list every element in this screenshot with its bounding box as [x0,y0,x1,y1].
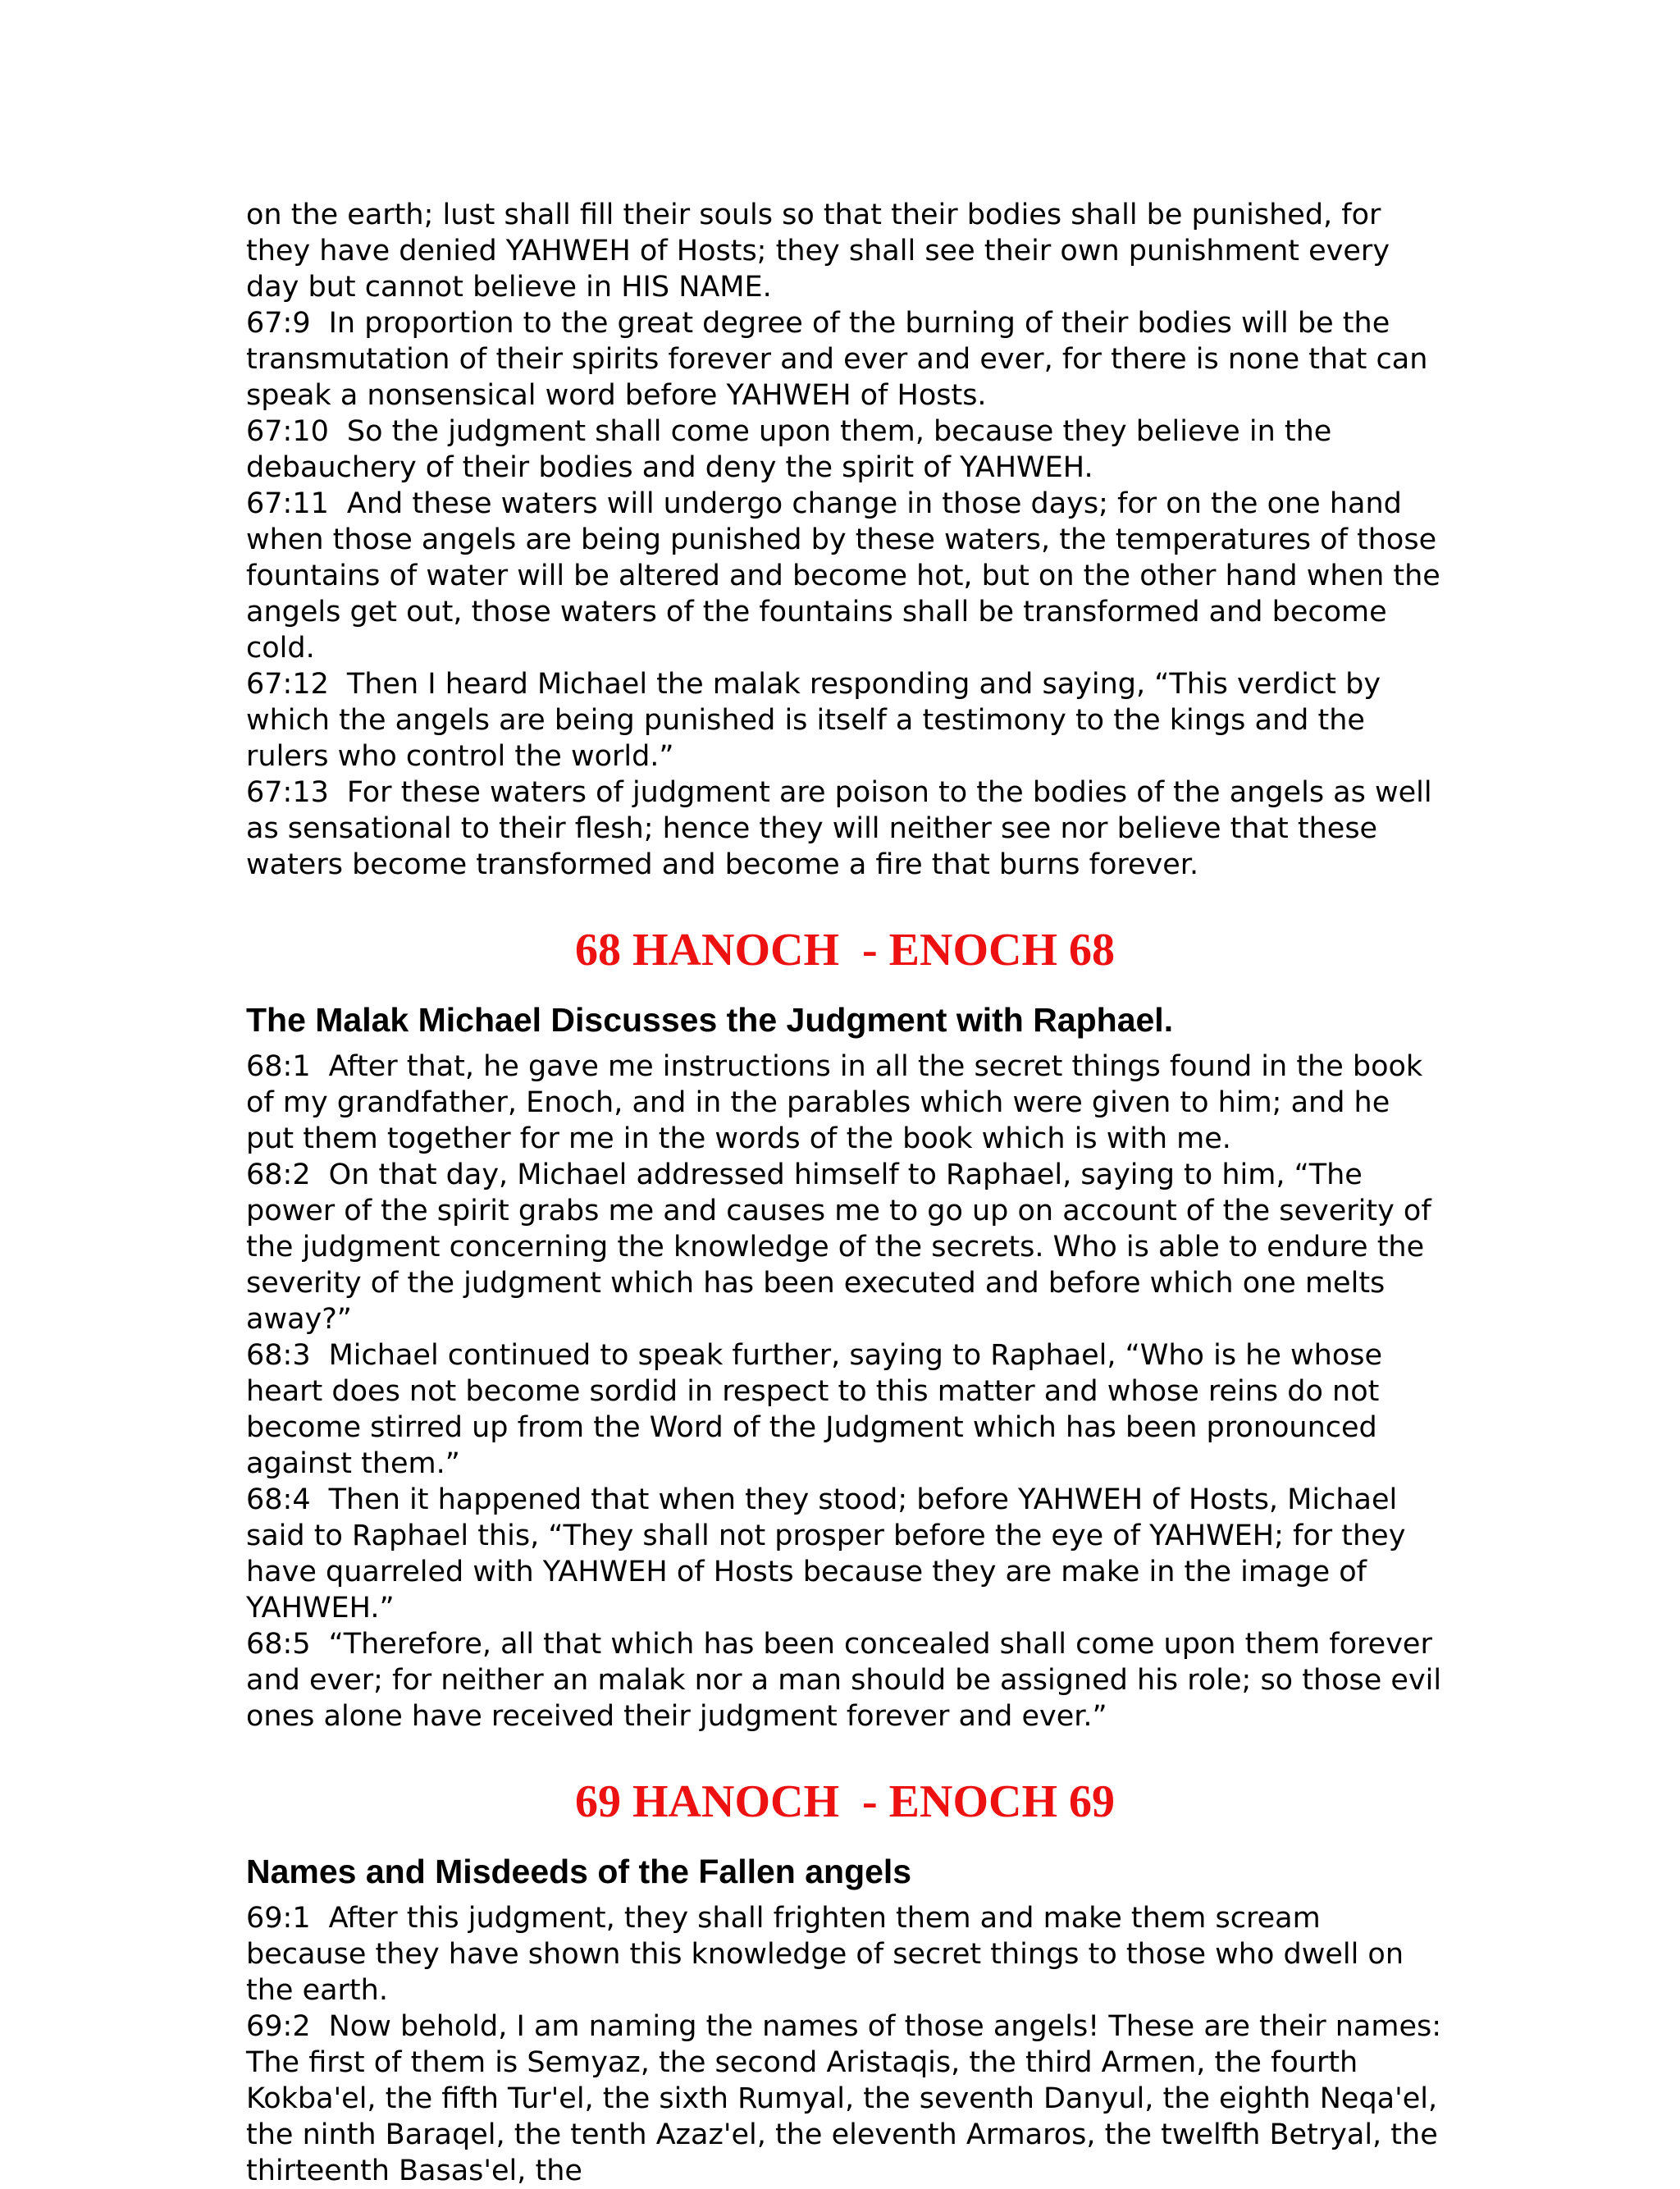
verse-67-9 [246,305,1444,414]
verse-67-13 [246,775,1444,883]
intro-paragraph: on the earth; lust shall fill their souls so that their bodies shall be punished, for they have denied YAHWEH of Hosts; they shall see their own punishment every day but cannot believe in HIS NAME. [246,199,1390,304]
verse-ref: 67:13 [246,776,329,809]
chapter-69-heading: Names and Misdeeds of the Fallen angels [246,1853,912,1890]
verse-67-12 [246,666,1444,775]
verse-68-4 [246,1482,1444,1626]
chapter-69-title: 69 HANOCH - ENOCH 69 [575,1776,1115,1827]
verse-ref: 67:12 [246,668,329,701]
verse-ref: 68:3 [246,1339,311,1372]
chapter-68-verses [246,1049,1444,1734]
verse-ref: 68:1 [246,1050,311,1083]
verse-ref: 68:4 [246,1483,311,1516]
verse-text: So the judgment shall come upon them, because they believe in the debauchery of their bodies and deny the spirit of YAHWEH. [246,415,1332,484]
chapter-68-title: 68 HANOCH - ENOCH 68 [575,925,1115,976]
verse-68-3 [246,1337,1444,1482]
verse-text: Michael continued to speak further, saying to Raphael, “Who is he whose heart does not become sordid in respect to this matter and whose reins do not become stirred up from the Word of the Judgment which has been pronounced against them.” [246,1339,1383,1480]
verse-text: For these waters of judgment are poison to the bodies of the angels as well as sensational to their flesh; hence they will neither see nor believe that these waters become transformed and become a fire that burns forever. [246,776,1432,881]
document-page [246,197,1444,2189]
verse-text: After that, he gave me instructions in all the secret things found in the book of my grandfather, Enoch, and in the parables which were given to him; and he put them together for me in the words of the book which is with me. [246,1050,1423,1155]
chapter-67-verses [246,305,1444,883]
verse-text: In proportion to the great degree of the burning of their bodies will be the transmutation of their spirits forever and ever and ever, for there is none that can speak a nonsensical word before YAHWEH of Hosts. [246,307,1428,412]
verse-text: On that day, Michael addressed himself to Raphael, saying to him, “The power of the spirit grabs me and causes me to go up on account of the severity of the judgment concerning the knowledge of the secrets. Who is able to endure the severity of the judgment which has been executed and before which one melts away?” [246,1158,1431,1336]
verse-ref: 69:1 [246,1902,311,1935]
verse-ref: 68:2 [246,1158,311,1191]
verse-ref: 69:2 [246,2010,311,2043]
verse-69-1 [246,1900,1444,2008]
verse-67-10 [246,414,1444,486]
verse-ref: 67:10 [246,415,329,448]
verse-ref: 67:11 [246,487,329,520]
chapter-68-heading: The Malak Michael Discusses the Judgment with Raphael. [246,1001,1174,1039]
verse-68-5 [246,1626,1444,1734]
verse-text: Then I heard Michael the malak responding and saying, “This verdict by which the angels are being punished is itself a testimony to the kings and the rulers who control the world.” [246,668,1381,773]
verse-text: And these waters will undergo change in those days; for on the one hand when those angels are being punished by these waters, the temperatures of those fountains of water will be altered and become hot, but on the other hand when the angels get out, those waters of the fountains shall be transformed and become cold. [246,487,1440,665]
verse-68-2 [246,1157,1444,1337]
chapter-69-verses [246,1900,1444,2189]
verse-68-1 [246,1049,1444,1157]
verse-ref: 68:5 [246,1628,311,1661]
verse-69-2 [246,2008,1444,2189]
verse-text: After this judgment, they shall frighten them and make them scream because they have shown this knowledge of secret things to those who dwell on the earth. [246,1902,1404,2007]
verse-text: Now behold, I am naming the names of those angels! These are their names: The first of them is Semyaz, the second Aristaqis, the third Armen, the fourth Kokba'el, the fifth Tur'el, the sixth Rumyal, the seventh Danyul, the eighth Neqa'el, the ninth Baraqel, the tenth Azaz'el, the eleventh Armaros, the twelfth Betryal, the thirteenth Basas'el, the [246,2010,1442,2187]
verse-ref: 67:9 [246,307,311,340]
verse-67-11 [246,486,1444,666]
verse-text: Then it happened that when they stood; before YAHWEH of Hosts, Michael said to Raphael this, “They shall not prosper before the eye of YAHWEH; for they have quarreled with YAHWEH of Hosts because they are make in the image of YAHWEH.” [246,1483,1406,1625]
verse-text: “Therefore, all that which has been concealed shall come upon them forever and ever; for neither an malak nor a man should be assigned his role; so those evil ones alone have received their judgment forever and ever.” [246,1628,1442,1733]
